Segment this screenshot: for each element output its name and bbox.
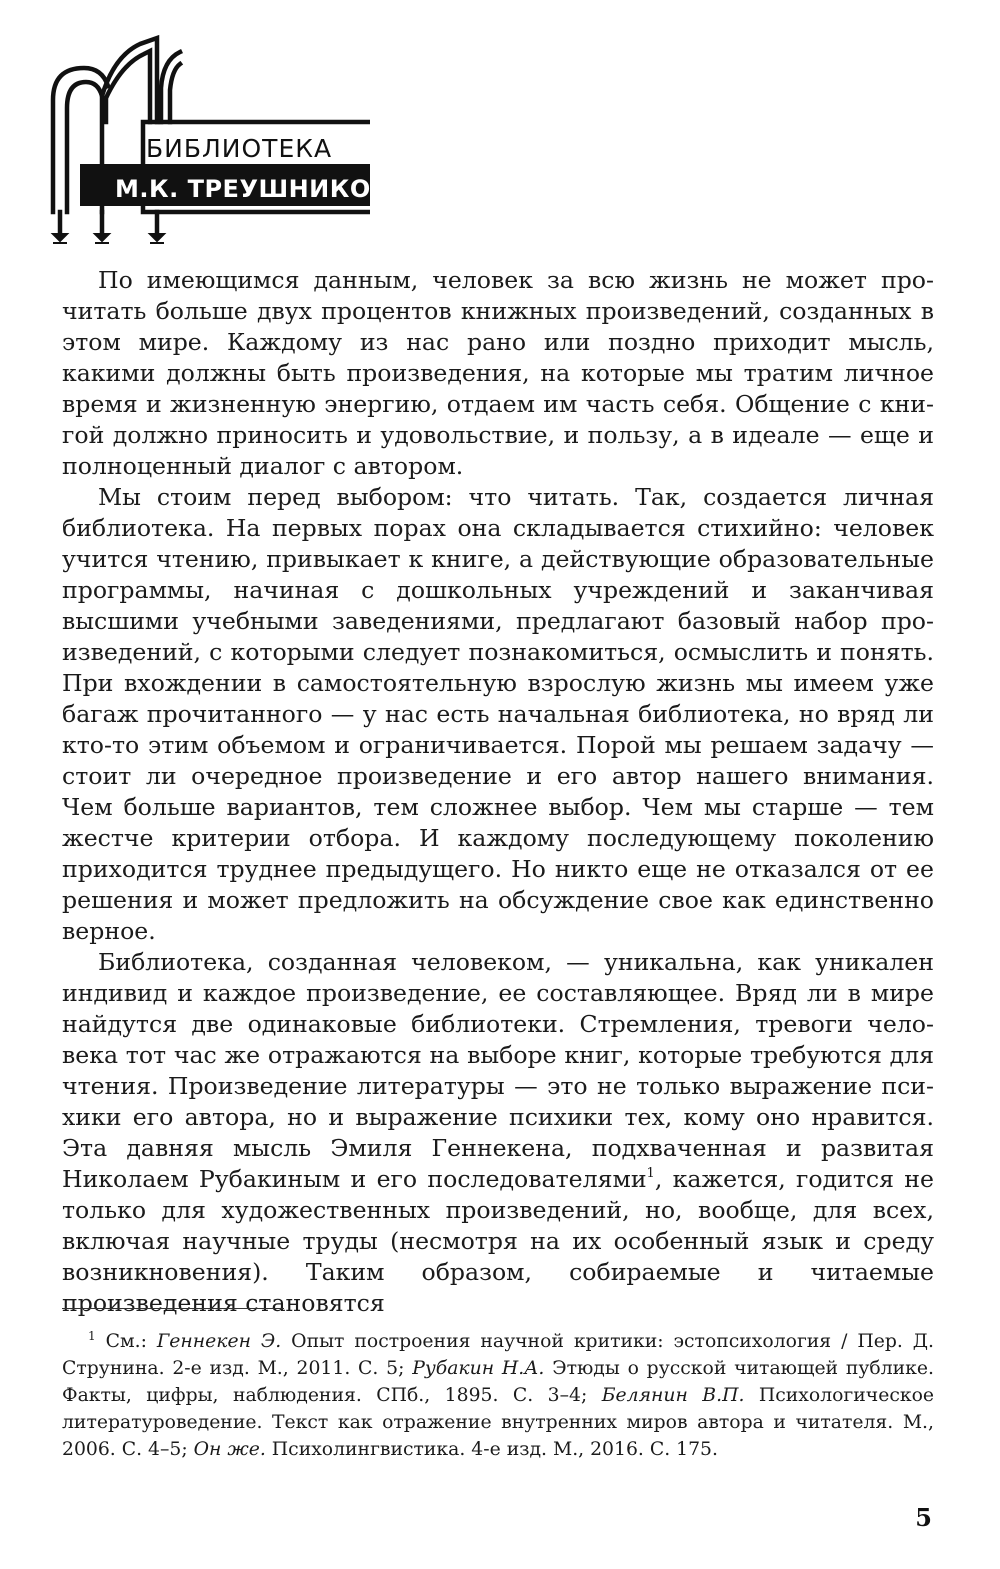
- footnote-paragraph: [62, 1328, 934, 1463]
- footnote-segment-7: Психологическое литературоведение. Текст как отражение внутренних миров автора и читателя. М., 2006. С. 4–5;: [62, 1385, 934, 1460]
- paragraph-2: Мы стоим перед выбором: что читать. Так, создается личная библиотека. На первых порах она складывается стихийно: человек учится чтению, привыкает к книге, а действующие образовательные программы, начиная с дошкольных учреждений и заканчивая высшими учебными заведениями, предлагают базовый набор произведений, с которыми следует познакомиться, осмыслить и понять. При вхождении в самостоятельную взрослую жизнь мы имеем уже багаж прочитанного — у нас есть начальная библиотека, но вряд ли кто-то этим объемом и ограничивается. Порой мы решаем задачу — стоит ли очередное произведение и его автор нашего внимания. Чем больше вариантов, тем сложнее выбор. Чем мы старше — тем жестче критерии отбора. И каждому последующему поколению приходится труднее предыдущего. Но никто еще не отказался от ее решения и может предложить на обсуждение свое как единственно верное.: [62, 483, 934, 945]
- page-number: 5: [915, 1503, 932, 1532]
- paragraph-3-part-2: , кажется, годится не только для художественных произведений, но, вообще, для всех, включая научные труды (несмотря на их особенный язык и среду возникновения). Таким образом, собираемые и читаемые произведения становятся: [62, 1165, 934, 1317]
- footnote-segment-5: Этюды о русской читающей публике. Факты, цифры, наблюдения. СПб., 1895. С. 3–4;: [62, 1358, 934, 1406]
- footnote-separator: [62, 1308, 284, 1309]
- library-logo: [40, 30, 409, 250]
- footnote-reference[interactable]: 1: [646, 1166, 655, 1181]
- footnote-author-belyanin: Белянин В.П.: [601, 1385, 745, 1406]
- footnote: [62, 1328, 934, 1463]
- logo-title-line2: М.К. ТРЕУШНИКОВА: [115, 175, 409, 203]
- footnote-segment-9: Психолингвистика. 4-е изд. М., 2016. С. 175.: [265, 1439, 718, 1460]
- footnote-segment-1: См.:: [105, 1331, 157, 1352]
- footnote-author-gennequin: Геннекен Э.: [156, 1331, 282, 1352]
- footnote-author-rubakin: Рубакин Н.А.: [412, 1358, 545, 1379]
- footnote-mark: 1: [88, 1329, 96, 1343]
- main-text: [62, 265, 934, 1319]
- footnote-segment-3: Опыт построения научной критики: эстопсихология / Пер. Д. Струнина. 2-е изд. М., 2011. С. 5;: [62, 1331, 935, 1379]
- logo-title-line1: БИБЛИОТЕКА: [146, 134, 333, 163]
- paragraph-3: [62, 947, 934, 1319]
- footnote-ibid: Он же.: [193, 1439, 266, 1460]
- paragraph-1: По имеющимся данным, человек за всю жизнь не может прочитать больше двух процентов книжных произведений, созданных в этом мире. Каждому из нас рано или поздно приходит мысль, какими должны быть произведения, на которые мы тратим личное время и жизненную энергию, отдаем им часть себя. Общение с книгой должно приносить и удовольствие, и пользу, а в идеале — еще и полноценный диалог с автором.: [62, 266, 934, 480]
- paragraph-3-part-1: Библиотека, созданная человеком, — уникальна, как уникален индивид и каждое произведение, ее составляющее. Вряд ли в мире найдутся две одинаковые библиотеки. Стремления, тревоги человека тот час же отражаются на выборе книг, которые требуются для чтения. Произведение литературы — это не только выражение психики его автора, но и выражение психики тех, кому оно нравится. Эта давняя мысль Эмиля Геннекена, подхваченная и развитая Николаем Рубакиным и его последователями: [62, 948, 934, 1193]
